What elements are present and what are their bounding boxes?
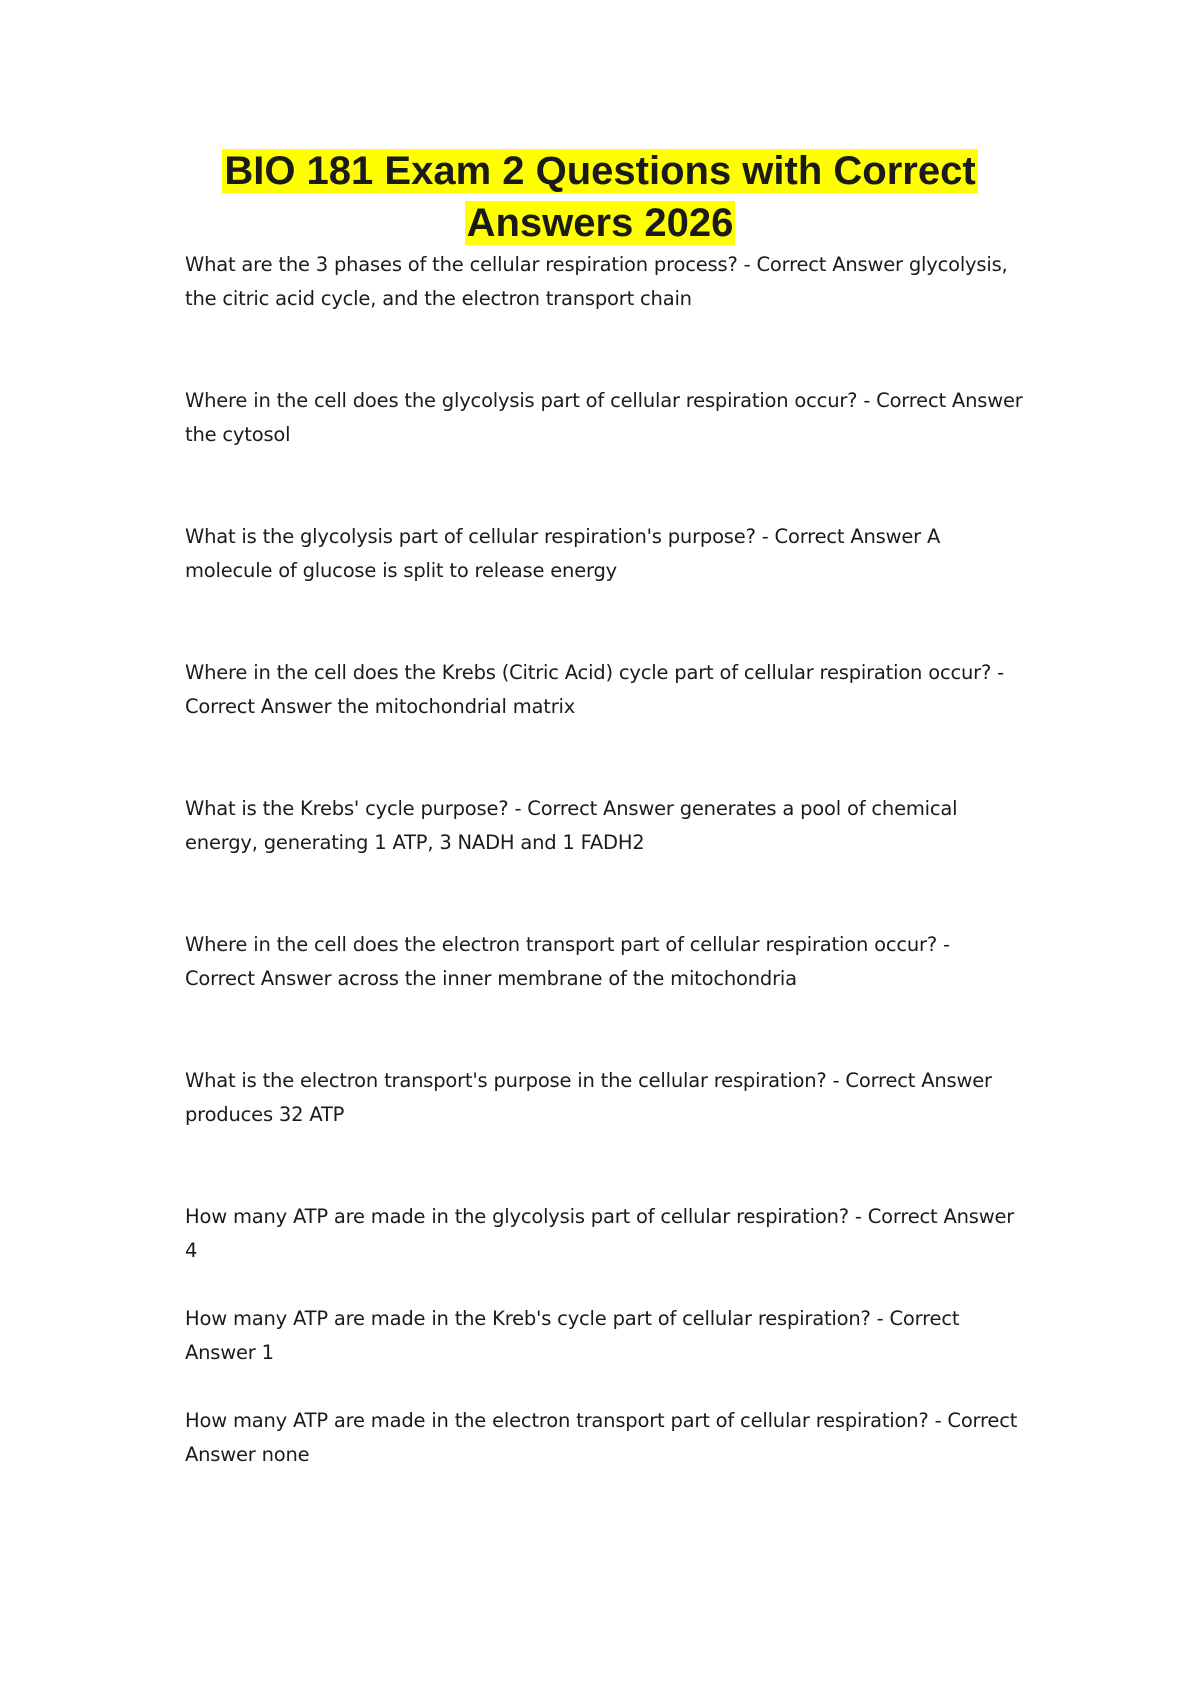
title-line-2: Answers 2026 <box>466 201 734 245</box>
answer-text: 1 <box>261 1341 274 1364</box>
qa-item <box>185 1200 1025 1268</box>
qa-item <box>185 792 1025 860</box>
answer-text: across the inner membrane of the mitochondria <box>337 967 797 990</box>
question-text: How many ATP are made in the Kreb's cycle part of cellular respiration? <box>185 1307 871 1330</box>
answer-separator: - Correct Answer <box>761 525 921 548</box>
answer-separator: - Correct Answer <box>185 1409 1018 1466</box>
qa-item <box>185 248 1025 316</box>
question-text: Where in the cell does the glycolysis part of cellular respiration occur? <box>185 389 858 412</box>
qa-item <box>185 1064 1025 1132</box>
question-text: Where in the cell does the electron transport part of cellular respiration occur? <box>185 933 938 956</box>
title-line-1: BIO 181 Exam 2 Questions with Correct <box>224 149 976 193</box>
qa-item <box>185 1404 1025 1472</box>
answer-text: the mitochondrial matrix <box>337 695 576 718</box>
answer-separator: - Correct Answer <box>863 389 1023 412</box>
qa-item <box>185 384 1025 452</box>
answer-separator: - Correct Answer <box>743 253 903 276</box>
answer-text: A molecule of glucose is split to release energy <box>185 525 941 582</box>
answer-text: glycolysis, the citric acid cycle, and the electron transport chain <box>185 253 1008 310</box>
answer-text: produces 32 ATP <box>185 1103 345 1126</box>
question-text: How many ATP are made in the electron transport part of cellular respiration? <box>185 1409 929 1432</box>
answer-separator: - Correct Answer <box>854 1205 1015 1228</box>
qa-item <box>185 656 1025 724</box>
answer-separator: - Correct Answer <box>832 1069 992 1092</box>
answer-text: none <box>261 1443 310 1466</box>
question-text: What is the Krebs' cycle purpose? <box>185 797 509 820</box>
answer-text: 4 <box>185 1239 198 1262</box>
answer-separator: - Correct Answer <box>185 1307 960 1364</box>
qa-item <box>185 1302 1025 1370</box>
answer-separator: - Correct Answer <box>514 797 674 820</box>
page-title <box>120 145 1080 249</box>
question-text: How many ATP are made in the glycolysis part of cellular respiration? <box>185 1205 849 1228</box>
question-text: Where in the cell does the Krebs (Citric Acid) cycle part of cellular respiration occur? <box>185 661 992 684</box>
question-text: What is the glycolysis part of cellular respiration's purpose? <box>185 525 756 548</box>
qa-item <box>185 520 1025 588</box>
answer-text: generates a pool of chemical energy, generating 1 ATP, 3 NADH and 1 FADH2 <box>185 797 958 854</box>
question-text: What is the electron transport's purpose in the cellular respiration? <box>185 1069 827 1092</box>
answer-separator: - Correct Answer <box>185 933 950 990</box>
qa-item <box>185 928 1025 996</box>
answer-separator: - Correct Answer <box>185 661 1004 718</box>
answer-text: the cytosol <box>185 423 291 446</box>
question-text: What are the 3 phases of the cellular respiration process? <box>185 253 738 276</box>
